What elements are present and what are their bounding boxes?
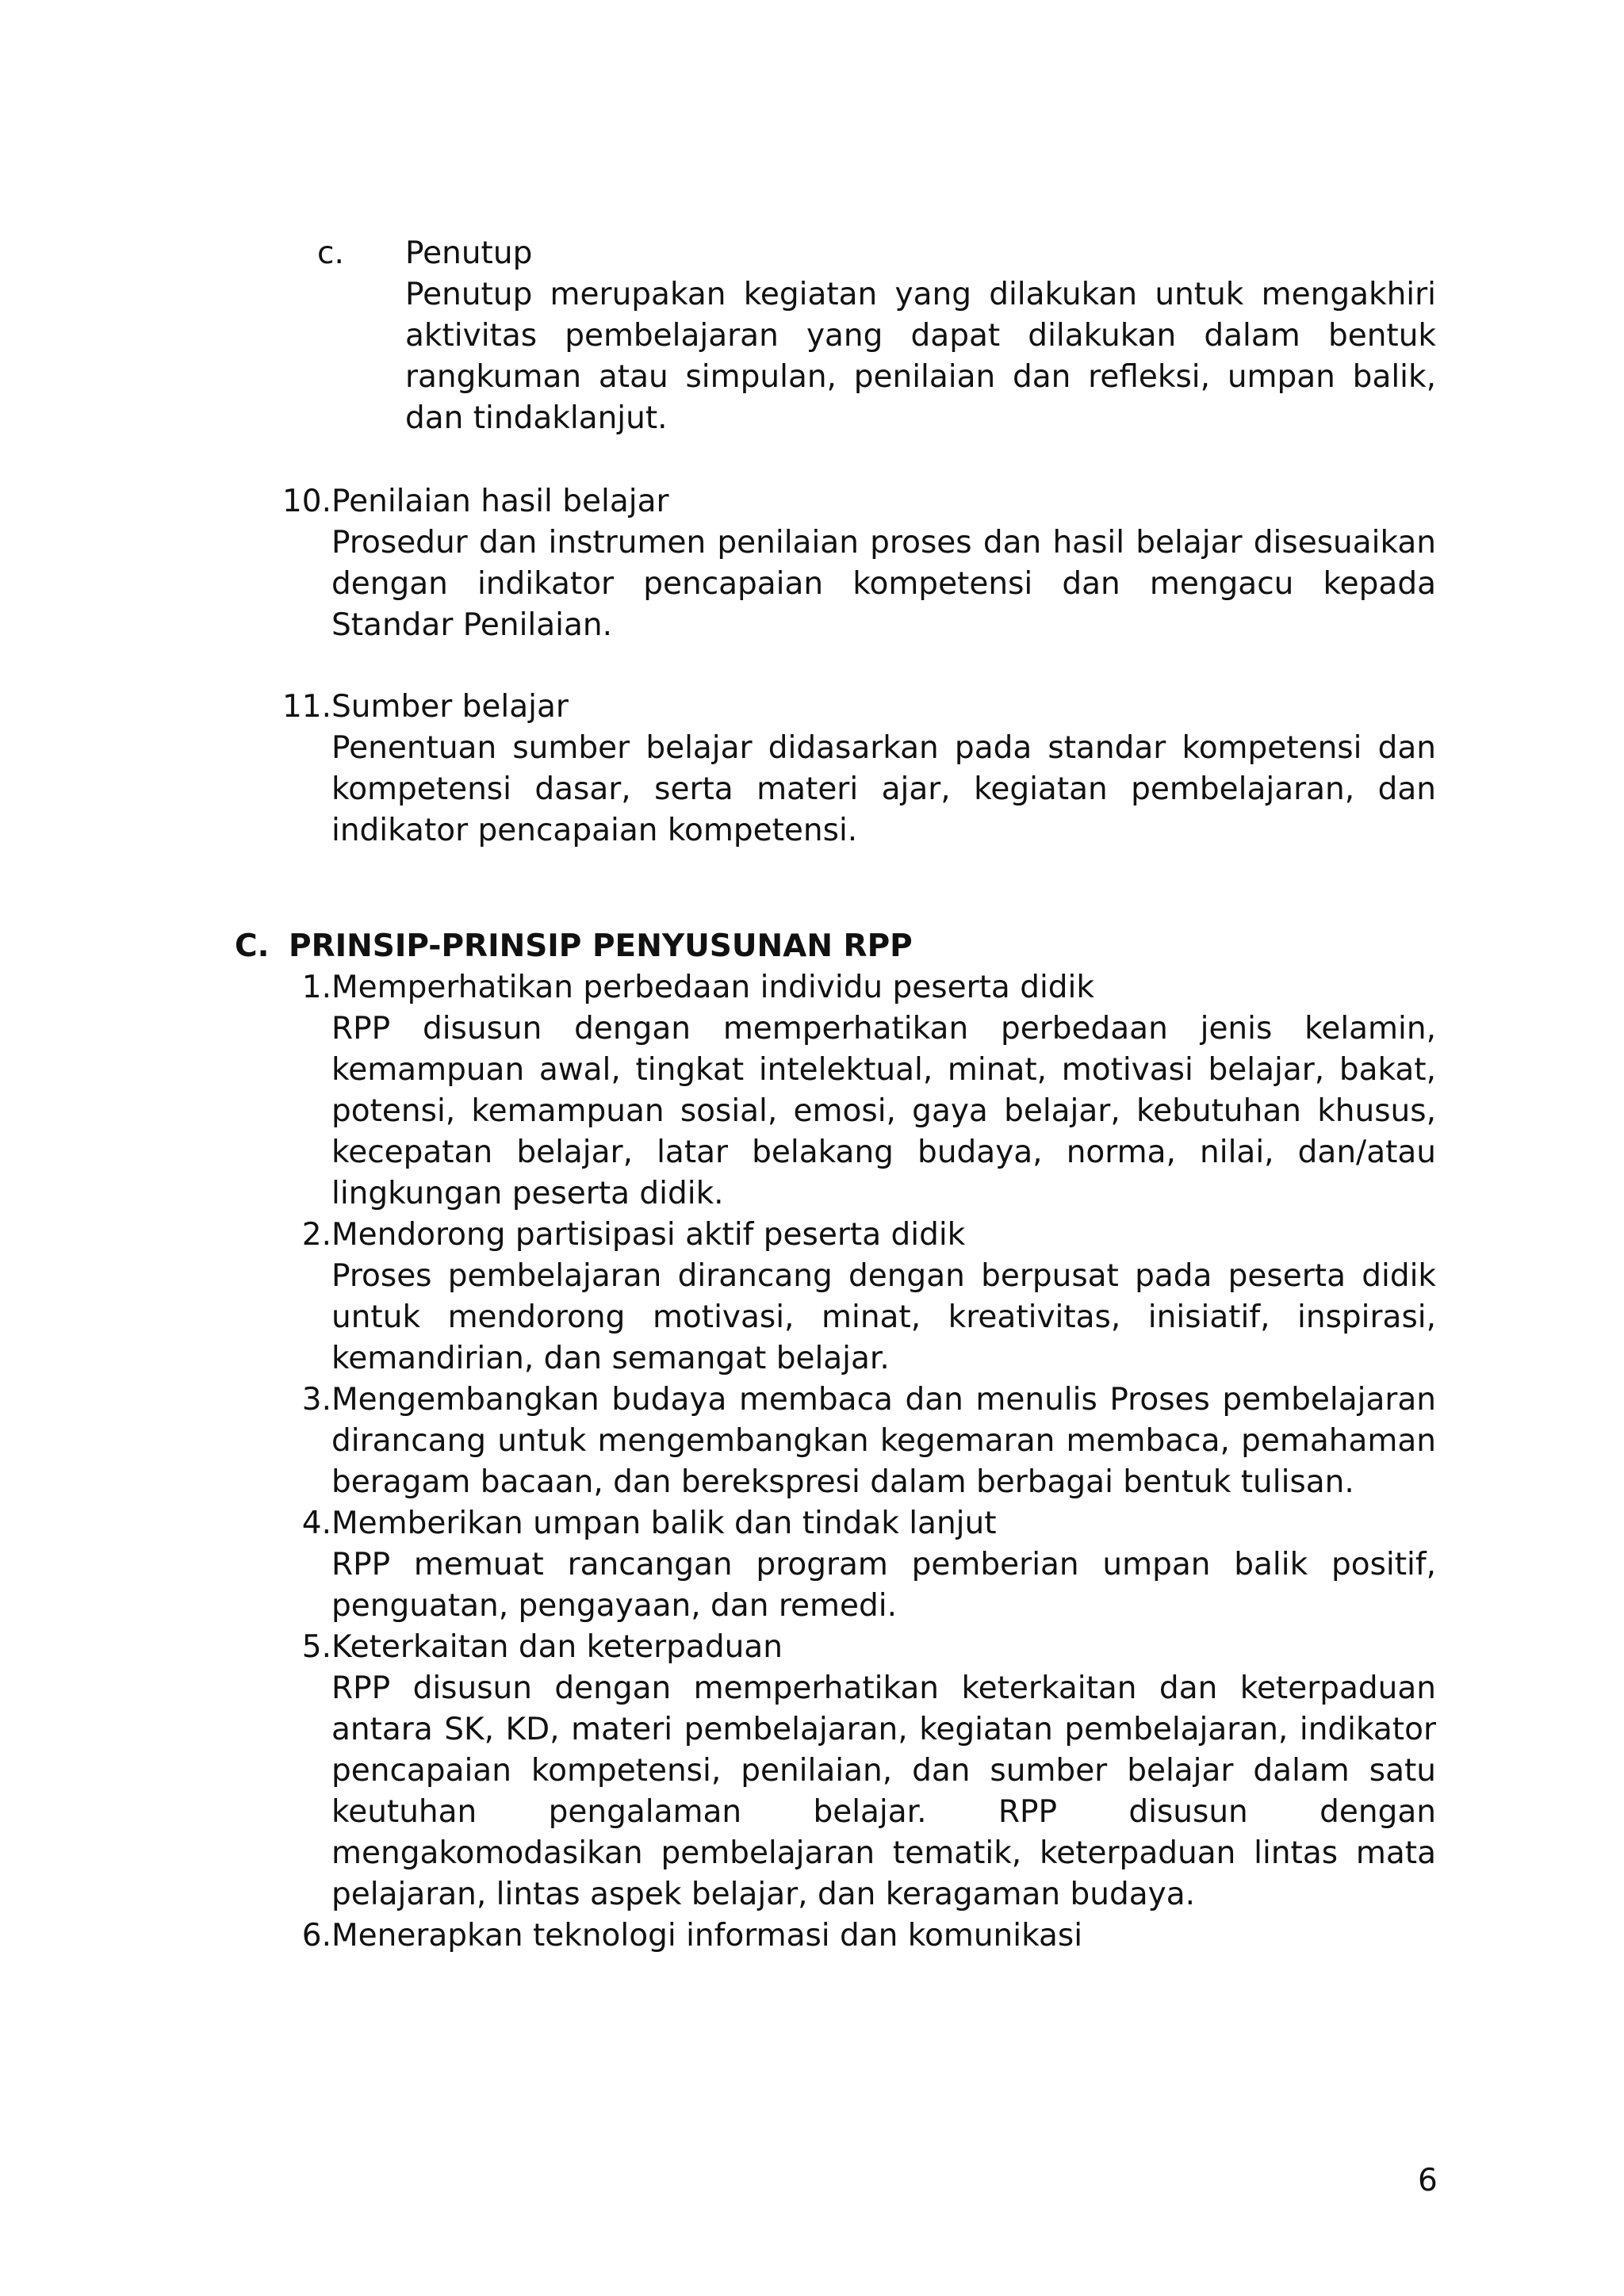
principle-5-body: RPP disusun dengan memperhatikan keterkaitan dan keterpaduan antara SK, KD, materi pembelajaran, kegiatan pembelajaran, indikator pencapaian kompetensi, penilaian, dan sumber belajar dalam satu keutuhan pengalaman belajar. RPP disusun dengan mengakomodasikan pembelajaran tematik, keterpaduan lintas mata pelajaran, lintas aspek belajar, dan keragaman budaya. — [331, 1670, 1436, 1912]
principle-5-block — [331, 1627, 1436, 1915]
item-11-block — [331, 687, 1436, 851]
principle-3-marker: 3. — [301, 1382, 331, 1418]
principle-1-marker: 1. — [301, 970, 331, 1005]
principle-1-block — [331, 967, 1436, 1215]
item-11-body: Penentuan sumber belajar didasarkan pada standar kompetensi dan kompetensi dasar, serta materi ajar, kegiatan pembelajaran, dan indikator pencapaian kompetensi. — [331, 730, 1436, 848]
principle-6-marker: 6. — [301, 1918, 331, 1954]
principle-3-body: Mengembangkan budaya membaca dan menulis Proses pembelajaran dirancang untuk mengembangkan kegemaran membaca, pemahaman beragam bacaan, dan berekspresi dalam berbagai bentuk tulisan. — [331, 1382, 1436, 1500]
principle-4-body: RPP memuat rancangan program pemberian umpan balik positif, penguatan, pengayaan, dan remedi. — [331, 1547, 1436, 1624]
principle-6-block — [331, 1915, 1436, 1957]
principle-2-body: Proses pembelajaran dirancang dengan berpusat pada peserta didik untuk mendorong motivasi, minat, kreativitas, inisiatif, inspirasi, kemandirian, dan semangat belajar. — [331, 1258, 1436, 1376]
item-c-marker: c. — [317, 235, 344, 271]
principle-4-block — [331, 1503, 1436, 1627]
item-11-title: Sumber belajar — [331, 689, 569, 725]
section-c-title: PRINSIP-PRINSIP PENYUSUNAN RPP — [289, 928, 913, 964]
principle-4-marker: 4. — [301, 1506, 331, 1541]
item-11-marker: 11. — [282, 689, 331, 725]
section-c-letter: C. — [235, 928, 270, 964]
principle-3-block — [331, 1380, 1436, 1503]
item-c-title: Penutup — [405, 235, 533, 271]
principle-6-title: Menerapkan teknologi informasi dan komunikasi — [331, 1918, 1083, 1954]
item-10-marker: 10. — [282, 484, 331, 519]
item-10-block — [331, 481, 1436, 646]
principle-5-marker: 5. — [301, 1629, 331, 1665]
page-number: 6 — [1418, 2163, 1438, 2198]
principle-2-title: Mendorong partisipasi aktif peserta didik — [331, 1217, 966, 1253]
item-c-body: Penutup merupakan kegiatan yang dilakukan untuk mengakhiri aktivitas pembelajaran yang dapat dilakukan dalam bentuk rangkuman atau simpulan, penilaian dan refleksi, umpan balik, dan tindaklanjut. — [405, 277, 1436, 436]
item-10-body: Prosedur dan instrumen penilaian proses dan hasil belajar disesuaikan dengan indikator pencapaian kompetensi dan mengacu kepada Standar Penilaian. — [331, 525, 1436, 643]
item-10-title: Penilaian hasil belajar — [331, 484, 669, 519]
principle-2-block — [331, 1215, 1436, 1380]
principle-4-title: Memberikan umpan balik dan tindak lanjut — [331, 1506, 997, 1541]
item-c-block — [405, 233, 1436, 439]
principle-2-marker: 2. — [301, 1217, 331, 1253]
principle-1-title: Memperhatikan perbedaan individu peserta didik — [331, 970, 1094, 1005]
principle-5-title: Keterkaitan dan keterpaduan — [331, 1629, 783, 1665]
principle-1-body: RPP disusun dengan memperhatikan perbedaan jenis kelamin, kemampuan awal, tingkat intelektual, minat, motivasi belajar, bakat, potensi, kemampuan sosial, emosi, gaya belajar, kebutuhan khusus, kecepatan belajar, latar belakang budaya, norma, nilai, dan/atau lingkungan peserta didik. — [331, 1011, 1436, 1211]
